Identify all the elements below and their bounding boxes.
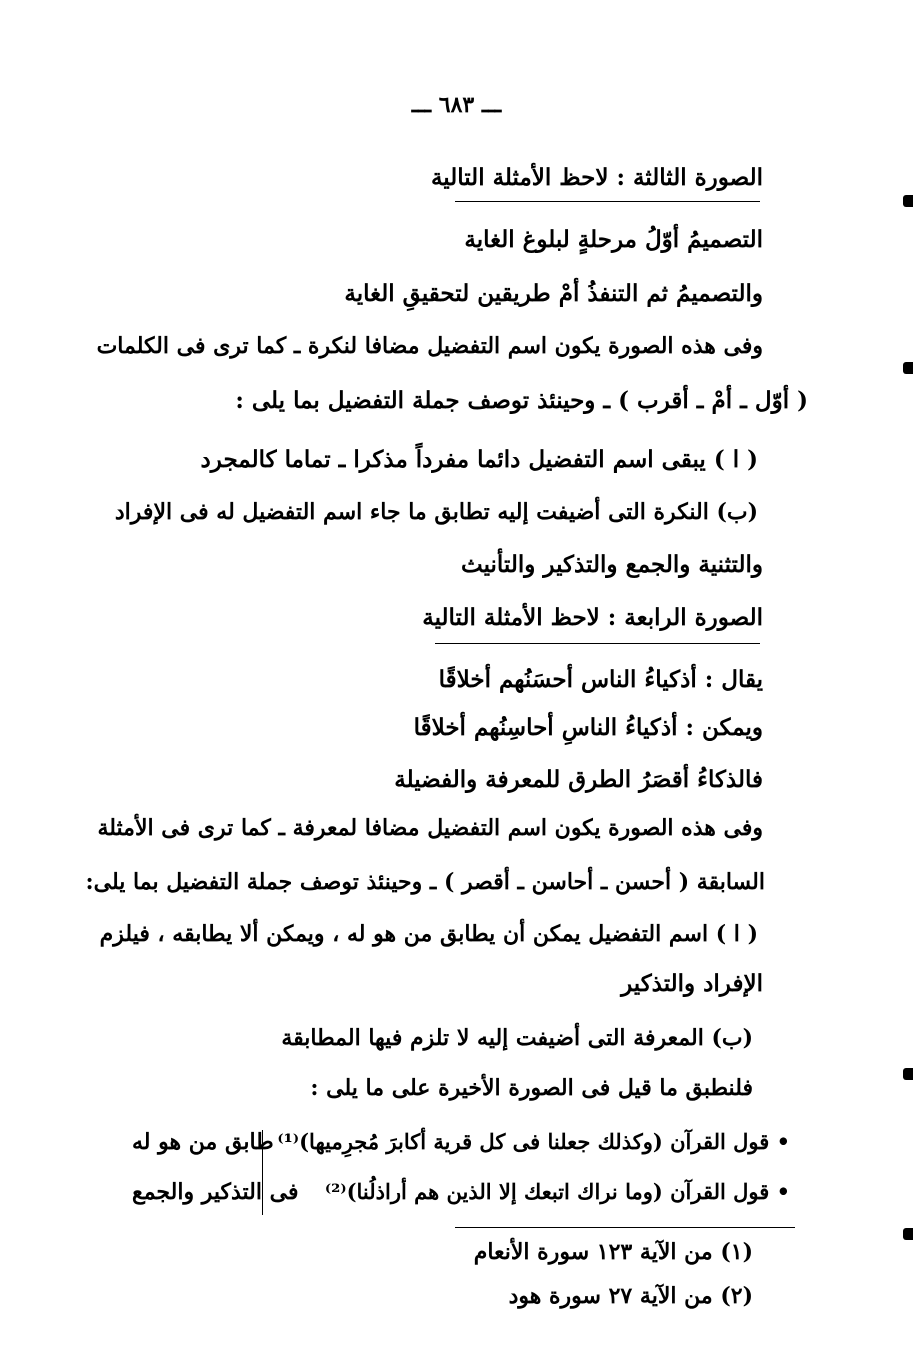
section3-explanation-1: وفى هذه الصورة يكون اسم التفضيل مضافا لنكرة ـ كما ترى فى الكلمات (96, 333, 763, 359)
footnote-rule (455, 1227, 795, 1228)
quote-2: • قول القرآن (وما نراك اتبعك إلا الذين هم أراذلُنا)⁽²⁾ (324, 1179, 790, 1204)
section3-example-2: والتصميمُ ثم التنفذُ أمْ طريقين لتحقيقِ الغاية (344, 280, 763, 307)
section4-explanation-1: وفى هذه الصورة يكون اسم التفضيل مضافا لمعرفة ـ كما ترى فى الأمثلة (97, 815, 763, 841)
section3-example-1: التصميمُ أوّلُ مرحلةٍ لبلوغ الغاية (464, 226, 763, 253)
section4-rule-a-line2: الإفراد والتذكير (621, 970, 763, 997)
section4-heading-underline (435, 643, 760, 644)
section3-heading: الصورة الثالثة : لاحظ الأمثلة التالية (430, 164, 763, 191)
section3-rule-a: ( ا ) يبقى اسم التفضيل دائما مفرداً مذكرا ـ تماما كالمجرد (200, 446, 758, 473)
margin-mark (903, 1228, 913, 1240)
section4-example-2: ويمكن : أذكياءُ الناسِ أحاسِنُهم أخلاقًا (413, 714, 763, 741)
section4-example-3: فالذكاءُ أقصَرُ الطرق للمعرفة والفضيلة (394, 766, 763, 793)
quote-1: • قول القرآن (وكذلك جعلنا فى كل قرية أكابرَ مُجرِميها)⁽¹⁾ (277, 1129, 790, 1154)
margin-mark (903, 362, 913, 374)
margin-mark (903, 1068, 913, 1080)
section3-heading-underline (455, 201, 760, 202)
section4-rule-b: (ب) المعرفة التى أضيفت إليه لا تلزم فيها المطابقة (281, 1025, 753, 1051)
footnote-1: (١) من الآية ١٢٣ سورة الأنعام (473, 1239, 753, 1265)
margin-mark (903, 195, 913, 207)
section4-explanation-2: السابقة ( أحسن ـ أحاسن ـ أقصر ) ـ وحينئذ توصف جملة التفضيل بما يلى: (85, 869, 765, 895)
section3-rule-b-line2: والتثنية والجمع والتذكير والتأنيث (461, 551, 763, 578)
quote-2-note: فى التذكير والجمع (132, 1179, 299, 1205)
section4-heading: الصورة الرابعة : لاحظ الأمثلة التالية (422, 604, 763, 631)
section4-rule-a-line1: ( ا ) اسم التفضيل يمكن أن يطابق من هو له ، ويمكن ألا يطابقه ، فيلزم (99, 921, 758, 947)
footnote-2: (٢) من الآية ٢٧ سورة هود (508, 1283, 753, 1309)
section3-explanation-2: ( أوّل ـ أمْ ـ أقرب ) ـ وحينئذ توصف جملة التفضيل بما يلى : (235, 387, 808, 414)
section4-apply: فلنطبق ما قيل فى الصورة الأخيرة على ما يلى : (310, 1075, 753, 1101)
page-number: ـــ ٦٨٣ ـــ (411, 92, 502, 118)
section3-rule-b-line1: (ب) النكرة التى أضيفت إليه تطابق ما جاء اسم التفضيل له فى الإفراد (114, 499, 758, 525)
section4-example-1: يقال : أذكياءُ الناس أحسَنُهم أخلاقًا (438, 666, 763, 693)
quote-1-note: طابق من هو له (132, 1129, 274, 1155)
